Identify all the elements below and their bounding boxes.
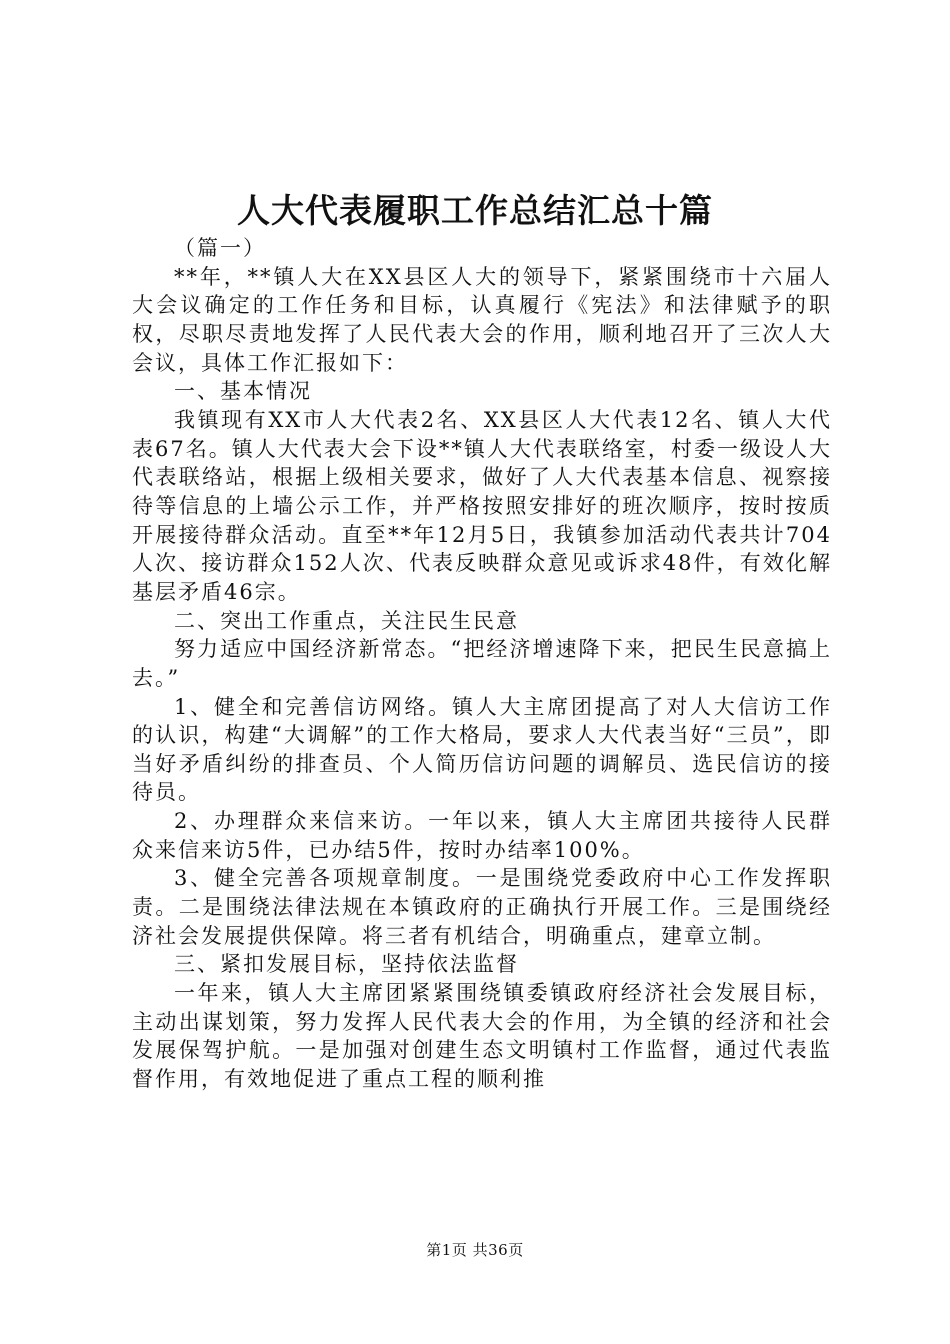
page-number-footer: 第1页 共36页 xyxy=(426,1241,524,1259)
document-body xyxy=(132,234,832,1094)
paragraph-year-review: 一年来，镇人大主席团紧紧围绕镇委镇政府经济社会发展目标，主动出谋划策，努力发挥人民代表大会的作用，为全镇的经济和社会发展保驾护航。一是加强对创建生态文明镇村工作监督，通过代表监督作用，有效地促进了重点工程的顺利推 xyxy=(132,981,832,1092)
heading-basic-situation: 一、基本情况 xyxy=(174,379,312,404)
paragraph-basic-situation: 我镇现有XX市人大代表2名、XX县区人大代表12名、镇人大代表67名。镇人大代表大会下设**镇人大代表联络室，村委一级设人大代表联络站，根据上级相关要求，做好了人大代表基本信息、视察接待等信息的上墙公示工作，并严格按照安排好的班次顺序，按时按质开展接待群众活动。直至**年12月5日，我镇参加活动代表共计704人次、接访群众152人次、代表反映群众意见或诉求48件，有效化解基层矛盾46宗。 xyxy=(132,407,832,604)
paragraph-petition-network: 1、健全和完善信访网络。镇人大主席团提高了对人大信访工作的认识，构建“大调解”的工作大格局，要求人大代表当好“三员”，即当好矛盾纠纷的排查员、个人简历信访问题的调解员、选民信访的接待员。 xyxy=(132,694,832,805)
paragraph-economic-normal: 努力适应中国经济新常态。“把经济增速降下来，把民生民意搞上去。” xyxy=(132,637,832,690)
heading-development-goals: 三、紧扣发展目标，坚持依法监督 xyxy=(174,952,519,977)
paragraph-handle-letters: 2、办理群众来信来访。一年以来，镇人大主席团共接待人民群众来信来访5件，已办结5件，按时办结率100%。 xyxy=(132,809,832,862)
intro-paragraph: **年，**镇人大在XX县区人大的领导下，紧紧围绕市十六届人大会议确定的工作任务和目标，认真履行《宪法》和法律赋予的职权，尽职尽责地发挥了人民代表大会的作用，顺利地召开了三次人大会议，具体工作汇报如下： xyxy=(132,264,832,375)
paragraph-rules-system: 3、健全完善各项规章制度。一是围绕党委政府中心工作发挥职责。二是围绕法律法规在本镇政府的正确执行开展工作。三是围绕经济社会发展提供保障。将三者有机结合，明确重点，建章立制。 xyxy=(132,866,832,948)
document-title: 人大代表履职工作总结汇总十篇 xyxy=(237,191,713,230)
section-label-part-one: （篇一） xyxy=(174,236,266,260)
heading-work-focus: 二、突出工作重点，关注民生民意 xyxy=(174,608,519,633)
